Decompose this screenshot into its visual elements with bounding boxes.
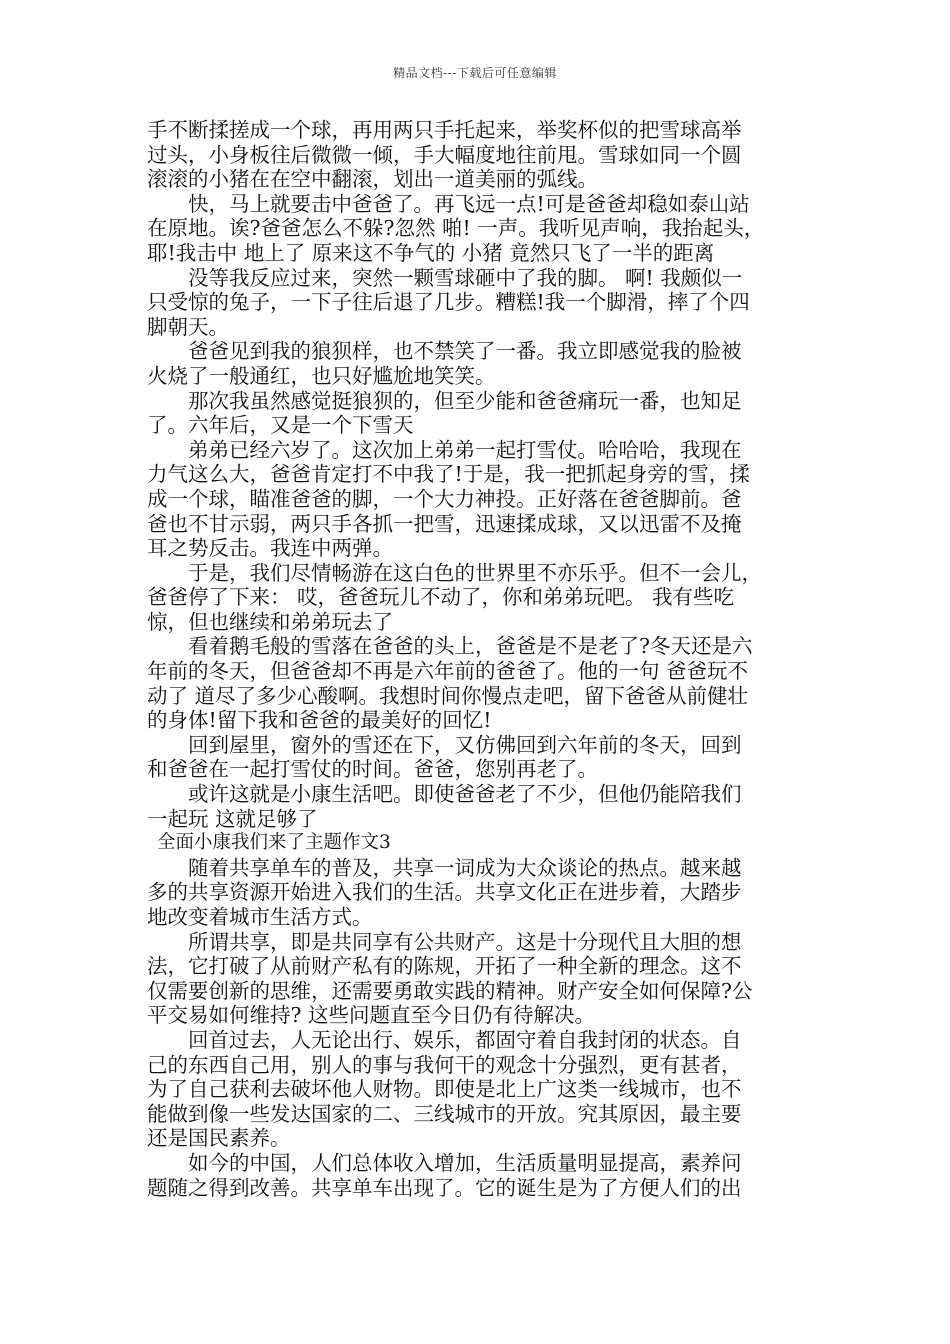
text-line: 火烧了一般通红，也只好尴尬地笑笑。: [147, 363, 496, 388]
text-line: 回到屋里，窗外的雪还在下，又仿佛回到六年前的冬天，回到: [188, 732, 742, 757]
text-line: 滚滚的小猪在在空中翻滚，划出一道美丽的弧线。: [147, 167, 598, 192]
text-line: 和爸爸在一起打雪仗的时间。爸爸，您别再老了。: [147, 757, 598, 782]
text-line: 那次我虽然感觉挺狼狈的，但至少能和爸爸痛玩一番，也知足: [188, 388, 742, 413]
text-line: 于是，我们尽情畅游在这白色的世界里不亦乐乎。但不一会儿，: [188, 560, 762, 585]
text-line: 地改变着城市生活方式。: [147, 905, 373, 929]
section-heading: 全面小康我们来了主题作文3: [157, 832, 391, 854]
text-line: 还是国民素养。: [147, 1126, 291, 1151]
text-line: 随着共享单车的普及，共享一词成为大众谈论的热点。越来越: [188, 855, 742, 880]
text-line: 耶!我击中 地上了 原来这不争气的 小猪 竟然只飞了一半的距离: [147, 240, 715, 265]
text-line: 己的东西自己用，别人的事与我何干的观念十分强烈，更有甚者，: [147, 1052, 742, 1077]
document-body: [147, 118, 807, 1200]
text-line: 平交易如何维持? 这些问题直至今日仍有待解决。: [147, 1003, 596, 1028]
text-line: 的身体!留下我和爸爸的最美好的回忆!: [147, 708, 492, 733]
page-header: 精品文档---下载后可任意编辑: [393, 66, 557, 80]
text-line: 成一个球，瞄准爸爸的脚，一个大力神投。正好落在爸爸脚前。爸: [147, 486, 742, 511]
text-line: 力气这么大，爸爸肯定打不中我了!于是，我一把抓起身旁的雪，揉: [147, 462, 750, 487]
text-line: 或许这就是小康生活吧。即使爸爸老了不少，但他仍能陪我们: [188, 782, 742, 807]
text-line: 看着鹅毛般的雪落在爸爸的头上，爸爸是不是老了?冬天还是六: [188, 634, 753, 659]
text-line: 脚朝天。: [147, 314, 229, 339]
text-line: 没等我反应过来，突然一颗雪球砸中了我的脚。 啊! 我颇似一: [188, 265, 743, 290]
text-line: 法，它打破了从前财产私有的陈规，开拓了一种全新的理念。这不: [147, 954, 742, 979]
text-line: 手不断揉搓成一个球，再用两只手托起来，举奖杯似的把雪球高举: [147, 118, 742, 142]
text-line: 仅需要创新的思维，还需要勇敢实践的精神。财产安全如何保障?公: [147, 978, 753, 1003]
text-line: 一起玩 这就足够了: [147, 806, 318, 831]
text-line: 惊，但也继续和弟弟玩去了: [147, 609, 393, 634]
text-line: 能做到像一些发达国家的二、三线城市的开放。究其原因，最主要: [147, 1101, 742, 1126]
text-line: 年前的冬天，但爸爸却不再是六年前的爸爸了。他的一句 爸爸玩不: [147, 659, 749, 684]
text-line: 快，马上就要击中爸爸了。再飞远一点!可是爸爸却稳如泰山站: [188, 191, 750, 216]
text-line: 为了自己获利去破坏他人财物。即使是北上广这类一线城市，也不: [147, 1077, 742, 1102]
text-line: 爸爸见到我的狼狈样，也不禁笑了一番。我立即感觉我的脸被: [188, 339, 742, 364]
text-line: 如今的中国，人们总体收入增加，生活质量明显提高，素养问: [188, 1150, 742, 1175]
text-line: 爸爸停了下来： 哎，爸爸玩儿不动了，你和弟弟玩吧。 我有些吃: [147, 585, 735, 610]
text-line: 弟弟已经六岁了。这次加上弟弟一起打雪仗。哈哈哈，我现在: [188, 437, 742, 462]
text-line: 了。六年后，又是一个下雪天: [147, 413, 414, 438]
text-line: 耳之势反击。我连中两弹。: [147, 536, 393, 561]
text-line: 多的共享资源开始进入我们的生活。共享文化正在进步着，大踏步: [147, 880, 742, 905]
text-line: 过头，小身板往后微微一倾，手大幅度地往前甩。雪球如同一个圆: [147, 142, 742, 167]
text-line: 所谓共享，即是共同享有公共财产。这是十分现代且大胆的想: [188, 929, 742, 954]
text-line: 动了 道尽了多少心酸啊。我想时间你慢点走吧，留下爸爸从前健壮: [147, 683, 749, 708]
text-line: 只受惊的兔子，一下子往后退了几步。糟糕!我一个脚滑，摔了个四: [147, 290, 750, 315]
text-line: 爸也不甘示弱，两只手各抓一把雪，迅速揉成球，又以迅雷不及掩: [147, 511, 742, 536]
text-line: 在原地。诶?爸爸怎么不躲?忽然 啪! 一声。我听见声响，我抬起头，: [147, 216, 765, 241]
text-line: 回首过去，人无论出行、娱乐，都固守着自我封闭的状态。自: [188, 1027, 742, 1052]
text-line: 题随之得到改善。共享单车出现了。它的诞生是为了方便人们的出: [147, 1175, 742, 1200]
